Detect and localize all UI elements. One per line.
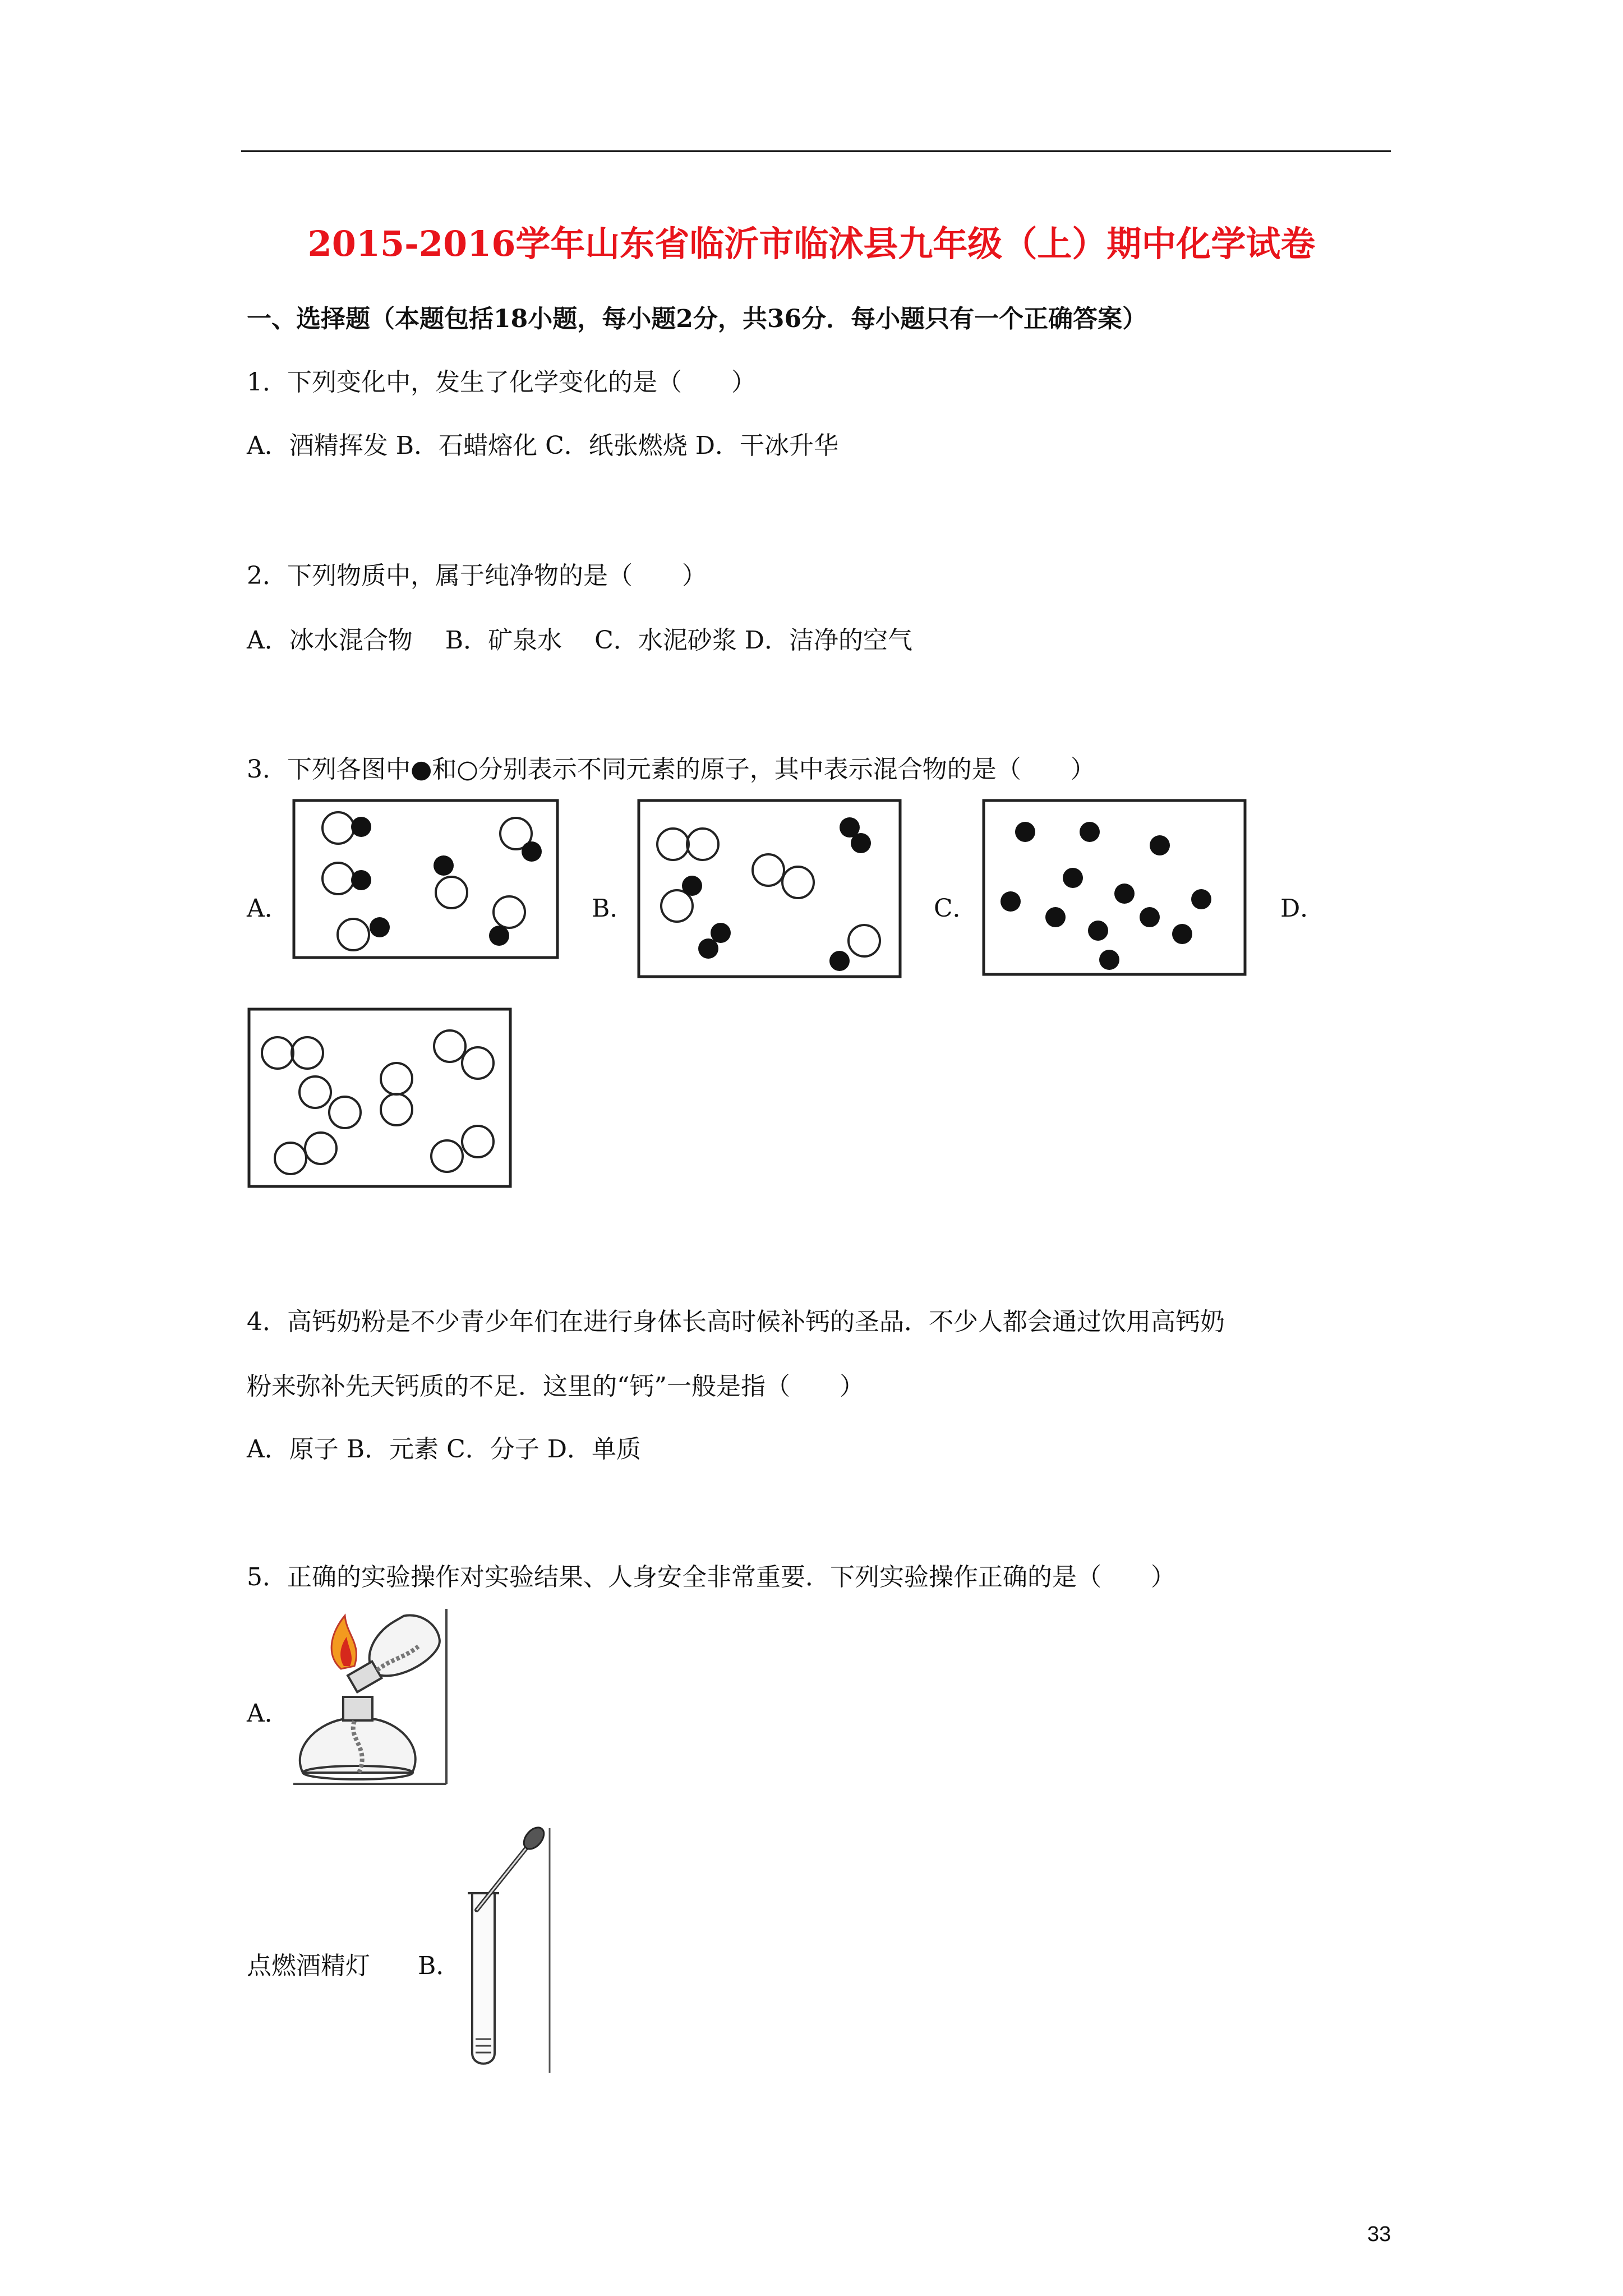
page-title: 2015-2016学年山东省临沂市临沭县九年级（上）期中化学试卷 bbox=[307, 223, 1316, 264]
header-rule bbox=[241, 150, 1391, 152]
section-heading: 一、选择题（本题包括18小题，每小题2分，共36分．每小题只有一个正确答案） bbox=[247, 305, 1147, 333]
q3-option-a-label: A． bbox=[247, 894, 289, 923]
dropper-test-tube-image bbox=[460, 1826, 561, 2078]
question-1-options: A．酒精挥发 B．石蜡熔化 C．纸张燃烧 D．干冰升华 bbox=[247, 431, 839, 460]
q5-option-b-label: B． bbox=[418, 1952, 461, 1980]
page-number: 33 bbox=[1367, 2223, 1391, 2246]
question-2-stem: 2．下列物质中，属于纯净物的是（ ） bbox=[247, 562, 707, 590]
q5-option-a-caption: 点燃酒精灯 bbox=[247, 1952, 370, 1980]
q3-option-b-label: B． bbox=[592, 894, 635, 923]
q3-option-c-label: C． bbox=[934, 894, 978, 923]
question-2-options: A．冰水混合物 B．矿泉水 C．水泥砂浆 D．洁净的空气 bbox=[247, 626, 913, 655]
q3-option-b-diagram bbox=[637, 798, 906, 983]
q5-option-a-label: A． bbox=[247, 1699, 289, 1728]
q3-option-d-diagram bbox=[247, 1007, 516, 1192]
question-5-stem: 5．正确的实验操作对实验结果、人身安全非常重要．下列实验操作正确的是（ ） bbox=[247, 1563, 1175, 1591]
alcohol-lamp-lighting-image bbox=[292, 1604, 454, 1789]
question-1-stem: 1．下列变化中，发生了化学变化的是（ ） bbox=[247, 368, 756, 397]
q3-option-d-label: D． bbox=[1280, 894, 1325, 923]
question-4-stem-line-1: 4．高钙奶粉是不少青少年们在进行身体长高时候补钙的圣品．不少人都会通过饮用高钙奶 bbox=[247, 1308, 1225, 1336]
question-3-stem: 3．下列各图中●和○分别表示不同元素的原子，其中表示混合物的是（ ） bbox=[247, 755, 1095, 784]
q3-option-c-diagram bbox=[981, 798, 1251, 978]
question-4-options: A．原子 B．元素 C．分子 D．单质 bbox=[247, 1435, 642, 1464]
question-4-stem-line-2: 粉来弥补先天钙质的不足．这里的“钙”一般是指（ ） bbox=[247, 1372, 864, 1401]
q3-option-a-diagram bbox=[292, 798, 561, 961]
